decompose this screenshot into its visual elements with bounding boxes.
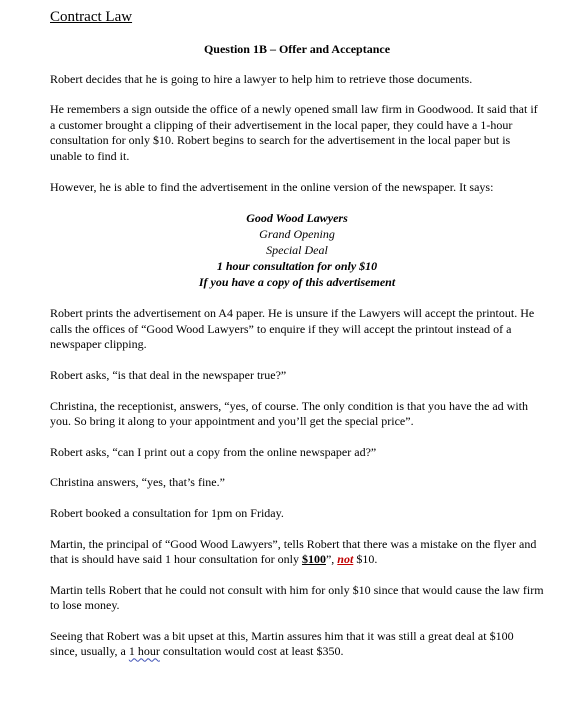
corrected-price: $100 [301, 552, 326, 567]
paragraph-9: Robert booked a consultation for 1pm on Friday. [50, 505, 284, 520]
paragraph-10-text-c: ”, [325, 552, 338, 567]
ad-offer: 1 hour consultation for only $10 [216, 259, 378, 274]
not-emphasis: not [337, 552, 354, 567]
paragraph-7: Robert asks, “can I print out a copy from the online newspaper ad?” [50, 444, 377, 459]
ad-special-deal: Special Deal [266, 243, 328, 258]
ad-grand-opening: Grand Opening [259, 227, 335, 242]
paragraph-10-text-a: Martin, the principal of “Good Wood Lawyers”, tells Robert that there was a mistake on the flyer and that is should have said 1 hour consultation for only [50, 536, 537, 567]
paragraph-10 [50, 537, 544, 568]
paragraph-10-text-e: $10. [353, 552, 378, 567]
paragraph-3: However, he is able to find the advertisement in the online version of the newspaper. It says: [50, 179, 494, 194]
paragraph-1: Robert decides that he is going to hire a lawyer to help him to retrieve those documents. [50, 71, 473, 86]
advertisement-block [50, 210, 544, 290]
paragraph-11: Martin tells Robert that he could not consult with him for only $10 since that would cause the law firm to lose money. [50, 582, 544, 613]
paragraph-5: Robert asks, “is that deal in the newspaper true?” [50, 367, 287, 382]
question-title: Question 1B – Offer and Acceptance [203, 42, 391, 56]
paragraph-12 [50, 629, 544, 660]
paragraph-4: Robert prints the advertisement on A4 paper. He is unsure if the Lawyers will accept the printout. He calls the offices of “Good Wood Lawyers” to enquire if they will accept the printout instead of a newspaper clipping. [50, 306, 535, 352]
paragraph-2: He remembers a sign outside the office of a newly opened small law firm in Goodwood. It said that if a customer brought a clipping of their advertisement in the local paper, they could have a 1-hour consultation for only $10. Robert begins to search for the advertisement in the local paper but is unable to find it. [50, 102, 538, 163]
paragraph-8: Christina answers, “yes, that’s fine.” [50, 475, 225, 490]
ad-condition: If you have a copy of this advertisement [198, 275, 396, 290]
paragraph-12-text-a: Seeing that Robert was a bit upset at this, Martin assures him that it was still a great deal at $100 since, usually, a [50, 628, 514, 659]
grammar-flagged-text: 1 hour [128, 644, 160, 659]
paragraph-6: Christina, the receptionist, answers, “yes, of course. The only condition is that you have the ad with you. So bring it along to your appointment and you’ll get the special price”. [50, 398, 529, 429]
document-header: Contract Law [50, 9, 133, 25]
ad-firm-name: Good Wood Lawyers [246, 211, 348, 226]
paragraph-12-text-c: consultation would cost at least $350. [159, 644, 344, 659]
